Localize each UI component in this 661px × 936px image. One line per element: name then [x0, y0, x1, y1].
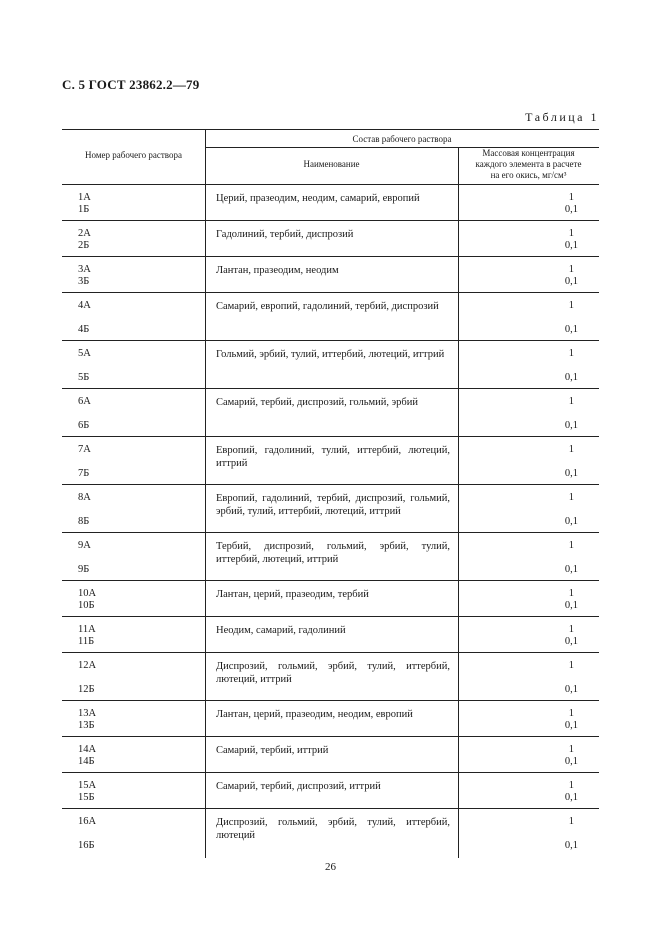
- table-row: 14А 14Б Самарий, тербий, иттрий 1 0,1: [62, 737, 599, 773]
- table-row: 9А 9Б Тербий, диспрозий, гольмий, эрбий, тулий, иттербий, лютеций, иттрий 1 0,1: [62, 533, 599, 581]
- element-names: Самарий, тербий, иттрий: [216, 745, 329, 756]
- table-row: 5А 5Б Гольмий, эрбий, тулий, иттербий, лютеций, иттрий 1 0,1: [62, 341, 599, 389]
- header-name: Наименование: [303, 159, 360, 169]
- table-header: [62, 130, 599, 185]
- table-row: 12А 12Б Диспрозий, гольмий, эрбий, тулий, иттербий, лютеций, иттрий 1 0,1: [62, 653, 599, 701]
- table-row: 2А 2Б Гадолиний, тербий, диспрозий 1 0,1: [62, 221, 599, 257]
- element-names: Лантан, церий, празеодим, неодим, европий: [216, 709, 413, 720]
- solution-number: 10А 10Б: [78, 588, 97, 611]
- solution-number: 13А 13Б: [78, 708, 97, 731]
- solution-number: 12А 12Б: [78, 660, 97, 695]
- solution-number: 6А 6Б: [78, 396, 91, 431]
- element-names: Лантан, церий, празеодим, тербий: [216, 589, 369, 600]
- element-names: Самарий, тербий, диспрозий, гольмий, эрбий: [216, 397, 418, 408]
- solution-number: 8А 8Б: [78, 492, 91, 527]
- data-table: [62, 129, 599, 858]
- solution-number: 9А 9Б: [78, 540, 91, 575]
- element-names: Церий, празеодим, неодим, самарий, европий: [216, 193, 420, 204]
- table-row: 8А 8Б Европий, гадолиний, тербий, диспрозий, гольмий, эрбий, тулий, иттербий, лютеций, иттрий 1 0,1: [62, 485, 599, 533]
- table-row: 3А 3Б Лантан, празеодим, неодим 1 0,1: [62, 257, 599, 293]
- table-row: 6А 6Б Самарий, тербий, диспрозий, гольмий, эрбий 1 0,1: [62, 389, 599, 437]
- solution-number: 16А 16Б: [78, 816, 97, 851]
- solution-number: 15А 15Б: [78, 780, 97, 803]
- solution-number: 4А 4Б: [78, 300, 91, 335]
- element-names: Европий, гадолиний, тербий, диспрозий, гольмий, эрбий, тулий, иттербий, лютеций, иттрий: [216, 493, 450, 517]
- element-names: Гольмий, эрбий, тулий, иттербий, лютеций, иттрий: [216, 349, 445, 360]
- page-header: С. 5 ГОСТ 23862.2—79: [62, 77, 200, 92]
- solution-number: 7А 7Б: [78, 444, 91, 479]
- solution-number: 2А 2Б: [78, 228, 91, 251]
- element-names: Лантан, празеодим, неодим: [216, 265, 339, 276]
- table-row: 11А 11Б Неодим, самарий, гадолиний 1 0,1: [62, 617, 599, 653]
- element-names: Тербий, диспрозий, гольмий, эрбий, тулий, иттербий, лютеций, иттрий: [216, 541, 450, 565]
- element-names: Самарий, европий, гадолиний, тербий, диспрозий: [216, 301, 439, 312]
- table-label: Таблица 1: [525, 110, 599, 124]
- element-names: Диспрозий, гольмий, эрбий, тулий, иттербий, лютеций, иттрий: [216, 661, 450, 685]
- element-names: Европий, гадолиний, тулий, иттербий, лютеций, иттрий: [216, 445, 450, 469]
- table-row: 13А 13Б Лантан, церий, празеодим, неодим, европий 1 0,1: [62, 701, 599, 737]
- table-row: 16А 16Б Диспрозий, гольмий, эрбий, тулий, иттербий, лютеций 1 0,1: [78, 816, 578, 851]
- table-row: 4А 4Б Самарий, европий, гадолиний, тербий, диспрозий 1 0,1: [62, 293, 599, 341]
- solution-number: 3А 3Б: [78, 264, 91, 287]
- solution-number: 5А 5Б: [78, 348, 91, 383]
- solution-number: 14А 14Б: [78, 744, 97, 767]
- solution-number: 1А 1Б: [78, 192, 91, 215]
- table-row: 7А 7Б Европий, гадолиний, тулий, иттербий, лютеций, иттрий 1 0,1: [62, 437, 599, 485]
- table-row: 10А 10Б Лантан, церий, празеодим, тербий 1 0,1: [62, 581, 599, 617]
- header-concentration: Массовая концентрация каждого элемента в расчете на его окись, мг/см³: [475, 148, 582, 180]
- element-names: Диспрозий, гольмий, эрбий, тулий, иттербий, лютеций: [216, 817, 450, 841]
- header-composition: Состав рабочего раствора: [352, 134, 452, 144]
- header-number: Номер рабочего раствора: [85, 150, 182, 160]
- element-names: Самарий, тербий, диспрозий, иттрий: [216, 781, 381, 792]
- table-row: 15А 15Б Самарий, тербий, диспрозий, иттрий 1 0,1: [62, 773, 599, 809]
- element-names: Неодим, самарий, гадолиний: [216, 625, 346, 636]
- page-number: 26: [325, 861, 336, 873]
- element-names: Гадолиний, тербий, диспрозий: [216, 229, 354, 240]
- table-body: [62, 185, 599, 858]
- solution-number: 11А 11Б: [78, 624, 96, 647]
- table-row: 1А 1Б Церий, празеодим, неодим, самарий, европий 1 0,1: [62, 185, 599, 221]
